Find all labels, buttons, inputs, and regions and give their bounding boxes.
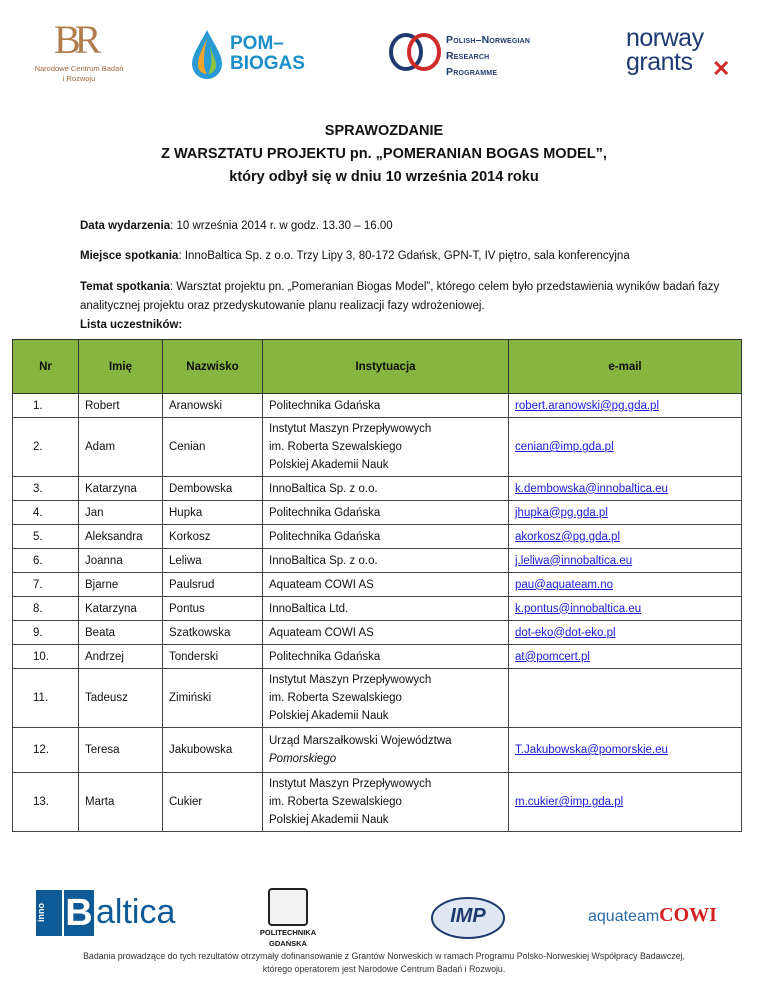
date-label: Data wydarzenia (80, 220, 171, 232)
row-first-name: Beata (79, 621, 163, 645)
row-institution (263, 728, 509, 773)
topic-label: Temat spotkania (80, 281, 170, 293)
row-email (509, 621, 742, 645)
row-nr: 4. (13, 501, 79, 525)
inno-box: inno (36, 890, 62, 936)
row-first-name: Jan (79, 501, 163, 525)
row-institution (263, 773, 509, 832)
title-line1: SPRAWOZDANIE (324, 123, 444, 139)
institution-line: InnoBaltica Ltd. (269, 602, 349, 615)
header-first-name: Imię (79, 340, 163, 394)
imp-logo (428, 884, 508, 944)
pg-line1: POLITECHNIKA (259, 928, 317, 937)
row-last-name: Hupka (163, 501, 263, 525)
row-nr: 3. (13, 477, 79, 501)
ncbr-monogram: BR (54, 17, 96, 62)
imp-emblem-icon (428, 884, 508, 944)
aquateam-cowi-logo (588, 904, 717, 927)
row-first-name: Katarzyna (79, 597, 163, 621)
email-link[interactable]: dot-eko@dot-eko.pl (515, 626, 616, 639)
table-body (13, 394, 742, 832)
institution-line: Politechnika Gdańska (269, 650, 381, 663)
politechnika-gdanska-logo (248, 888, 328, 948)
norway-grants-logo (626, 26, 746, 86)
row-email (509, 477, 742, 501)
row-first-name: Bjarne (79, 573, 163, 597)
institution-line: im. Roberta Szewalskiego (269, 441, 402, 453)
innobaltica-logo (36, 890, 176, 936)
innobaltica-b: B (65, 892, 93, 934)
table-row (13, 501, 742, 525)
place-value: : InnoBaltica Sp. z o.o. Trzy Lipy 3, 80-172 Gdańsk, GPN-T, IV piętro, sala konferencyjna (178, 250, 630, 262)
row-last-name: Pontus (163, 597, 263, 621)
row-first-name: Adam (79, 418, 163, 477)
table-row (13, 573, 742, 597)
table-row (13, 477, 742, 501)
institution-line: im. Roberta Szewalskiego (269, 692, 402, 704)
event-place (80, 247, 720, 266)
innobaltica-rest: altica (96, 893, 176, 931)
institution-line: InnoBaltica Sp. z o.o. (269, 554, 378, 567)
table-row (13, 773, 742, 832)
row-institution (263, 573, 509, 597)
institution-line: Polskiej Akademii Nauk (269, 814, 389, 826)
email-link[interactable]: k.pontus@innobaltica.eu (515, 602, 642, 615)
row-email (509, 501, 742, 525)
biogas-drop-icon (190, 28, 224, 80)
row-first-name: Tadeusz (79, 669, 163, 728)
institution-line: Aquateam COWI AS (269, 626, 374, 639)
cross-icon: ✕ (712, 56, 731, 81)
row-last-name: Cenian (163, 418, 263, 477)
row-institution (263, 597, 509, 621)
table-row (13, 394, 742, 418)
row-email (509, 597, 742, 621)
row-last-name: Korkosz (163, 525, 263, 549)
row-first-name: Teresa (79, 728, 163, 773)
row-institution (263, 418, 509, 477)
participants-table (12, 339, 742, 832)
email-link[interactable]: T.Jakubowska@pomorskie.eu (515, 744, 668, 756)
event-date (80, 217, 720, 236)
list-label: Lista uczestników: (80, 319, 183, 331)
row-email (509, 773, 742, 832)
institution-line: Instytut Maszyn Przepływowych (269, 423, 432, 435)
row-institution (263, 501, 509, 525)
institution-line: Politechnika Gdańska (269, 399, 381, 412)
pom-biogas-line2: BIOGAS (230, 53, 305, 74)
norway-line2: grants (626, 48, 693, 76)
row-nr: 6. (13, 549, 79, 573)
table-row (13, 621, 742, 645)
row-nr: 2. (13, 418, 79, 477)
row-institution (263, 549, 509, 573)
row-institution (263, 394, 509, 418)
footer-logos (0, 880, 768, 950)
email-link[interactable]: robert.aranowski@pg.gda.pl (515, 399, 660, 412)
topic-value: : Warsztat projektu pn. „Pomeranian Biogas Model”, którego celem było przedstawienia wyników badań fazy analitycznej projektu oraz przedyskutowanie planu realizacji fazy wdrożeniowej. (80, 281, 720, 312)
institution-line: im. Roberta Szewalskiego (269, 796, 402, 808)
row-nr: 9. (13, 621, 79, 645)
institution-line: Instytut Maszyn Przepływowych (269, 674, 432, 686)
table-row (13, 597, 742, 621)
row-last-name: Szatkowska (163, 621, 263, 645)
institution-line: InnoBaltica Sp. z o.o. (269, 482, 378, 495)
row-nr: 10. (13, 645, 79, 669)
row-last-name: Aranowski (163, 394, 263, 418)
row-nr: 8. (13, 597, 79, 621)
institution-line: Polskiej Akademii Nauk (269, 710, 389, 722)
institution-line: Polskiej Akademii Nauk (269, 459, 389, 471)
institution-line: Pomorskiego (269, 753, 337, 765)
row-email (509, 418, 742, 477)
row-institution (263, 645, 509, 669)
institution-line: Aquateam COWI AS (269, 578, 374, 591)
header-institution: Instytuacja (263, 340, 509, 394)
pnrp-line3: Programme (446, 66, 498, 78)
row-email (509, 549, 742, 573)
row-institution (263, 621, 509, 645)
email-link[interactable]: k.dembowska@innobaltica.eu (515, 482, 668, 495)
row-nr: 13. (13, 773, 79, 832)
row-last-name: Dembowska (163, 477, 263, 501)
table-row (13, 669, 742, 728)
footer-line1: Badania prowadzące do tych rezultatów otrzymały dofinansowanie z Grantów Norweskich w ramach Programu Polsko-Norweskiej Współpracy Badawczej, (83, 951, 685, 961)
row-last-name: Paulsrud (163, 573, 263, 597)
row-nr: 5. (13, 525, 79, 549)
row-nr: 7. (13, 573, 79, 597)
row-email (509, 645, 742, 669)
row-nr: 11. (13, 669, 79, 728)
row-last-name: Jakubowska (163, 728, 263, 773)
date-value: : 10 września 2014 r. w godz. 13.30 – 16.00 (170, 220, 393, 232)
pnrp-line2: Research (446, 50, 490, 62)
row-institution (263, 477, 509, 501)
cowi-text: COWI (659, 904, 717, 926)
institution-line: Politechnika Gdańska (269, 530, 381, 543)
pom-biogas-logo (190, 24, 320, 84)
funding-note (0, 950, 768, 976)
row-last-name: Cukier (163, 773, 263, 832)
event-topic (80, 278, 720, 316)
aquateam-text: aquateam (588, 908, 660, 925)
row-first-name: Robert (79, 394, 163, 418)
email-link[interactable]: j.leliwa@innobaltica.eu (515, 554, 633, 567)
header-logos (0, 12, 768, 102)
imp-text: IMP (450, 905, 486, 927)
email-link[interactable]: m.cukier@imp.gda.pl (515, 796, 624, 808)
report-title (0, 120, 768, 189)
row-first-name: Joanna (79, 549, 163, 573)
row-institution (263, 525, 509, 549)
row-first-name: Andrzej (79, 645, 163, 669)
table-row (13, 418, 742, 477)
crest-icon (268, 888, 308, 926)
row-first-name: Katarzyna (79, 477, 163, 501)
table-row (13, 549, 742, 573)
row-email (509, 525, 742, 549)
email-link[interactable]: at@pomcert.pl (515, 650, 590, 663)
polish-norwegian-logo (388, 26, 558, 82)
pom-biogas-line1: POM– (230, 33, 284, 54)
footer-line2: którego operatorem jest Narodowe Centrum Badań i Rozwoju. (262, 964, 506, 974)
header-last-name: Nazwisko (163, 340, 263, 394)
header-nr: Nr (13, 340, 79, 394)
row-email (509, 394, 742, 418)
institution-line: Instytut Maszyn Przepływowych (269, 778, 432, 790)
table-row (13, 645, 742, 669)
row-institution (263, 669, 509, 728)
pg-line2: GDAŃSKA (269, 939, 307, 948)
email-link[interactable]: akorkosz@pg.gda.pl (515, 530, 621, 543)
table-row (13, 525, 742, 549)
table-header-row (13, 340, 742, 394)
email-link[interactable]: cenian@imp.gda.pl (515, 441, 614, 453)
table-row (13, 728, 742, 773)
row-nr: 12. (13, 728, 79, 773)
title-line3: który odbył się w dniu 10 września 2014 roku (229, 169, 539, 185)
row-email (509, 573, 742, 597)
ncbr-logo (34, 18, 124, 88)
row-last-name: Zimiński (163, 669, 263, 728)
institution-line: Politechnika Gdańska (269, 506, 381, 519)
row-first-name: Marta (79, 773, 163, 832)
row-last-name: Leliwa (163, 549, 263, 573)
rings-icon (388, 32, 442, 72)
institution-line: Urząd Marszałkowski Województwa (269, 735, 452, 747)
row-nr: 1. (13, 394, 79, 418)
row-first-name: Aleksandra (79, 525, 163, 549)
row-email (509, 669, 742, 728)
email-link[interactable]: jhupka@pg.gda.pl (515, 506, 608, 519)
row-email (509, 728, 742, 773)
participants-heading (80, 316, 720, 335)
place-label: Miejsce spotkania (80, 250, 179, 262)
row-last-name: Tonderski (163, 645, 263, 669)
norway-line1: norway (626, 24, 704, 52)
pnrp-line1: Polish–Norwegian (446, 34, 531, 46)
header-email: e-mail (509, 340, 742, 394)
ncbr-logo-text: Narodowe Centrum Badań i Rozwoju (34, 64, 124, 83)
title-line2: Z WARSZTATU PROJEKTU pn. „POMERANIAN BOGAS MODEL”, (161, 146, 607, 162)
email-link[interactable]: pau@aquateam.no (515, 578, 613, 591)
